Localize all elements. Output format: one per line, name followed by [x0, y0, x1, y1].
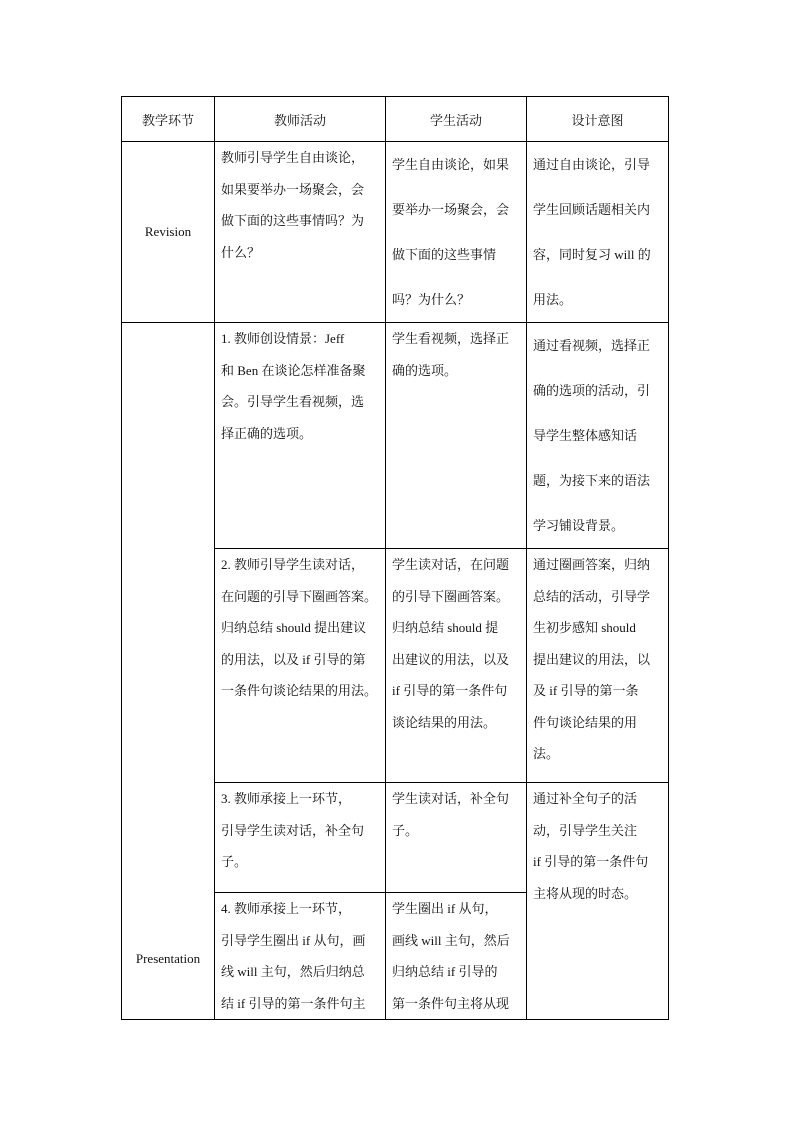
row1-teacher	[215, 323, 386, 549]
text-line: 通过补全句子的活	[533, 791, 638, 806]
lesson-plan-table	[121, 96, 669, 1020]
text-line: 学生读对话，补全句	[392, 791, 510, 806]
text-line: 做下面的这些事情吗？为	[221, 213, 365, 228]
text-line: 总结的活动，引导学	[533, 588, 651, 604]
text-line: 第一条件句主将从现	[392, 995, 510, 1011]
text-line: 法。	[533, 746, 560, 761]
text-line: 确的选项。	[392, 362, 458, 378]
text-line: 3. 教师承接上一环节，	[221, 791, 352, 806]
text-line: 做下面的这些事情	[392, 247, 497, 262]
row3-teacher	[215, 783, 386, 893]
text-line: 通过看视频，选择正	[533, 338, 651, 353]
row4-student	[386, 893, 527, 1020]
text-line: 件句谈论结果的用	[533, 714, 638, 730]
text-line: 结 if 引导的第一条件句主	[221, 995, 366, 1011]
text-line: 和 Ben 在谈论怎样准备聚	[221, 362, 366, 378]
text-line: 吗？为什么？	[392, 292, 471, 307]
text-line: 要举办一场聚会，会	[392, 202, 510, 217]
text-line: 引导学生圈出 if 从句，画	[221, 932, 366, 948]
text-line: 引导学生读对话，补全句	[221, 822, 365, 838]
text-line: 教师引导学生自由谈论，	[221, 150, 365, 165]
row4-teacher	[215, 893, 386, 1020]
text-line: if 引导的第一条件句	[392, 683, 508, 698]
row1-intent	[527, 323, 669, 549]
stage-revision: Revision	[122, 142, 215, 323]
stage-presentation	[122, 323, 215, 1020]
text-line: if 引导的第一条件句	[533, 854, 649, 869]
text-line: 通过自由谈论，引导	[533, 157, 651, 172]
text-line: 一条件句谈论结果的用法。	[221, 683, 378, 698]
text-line: 画线 will 主句，然后	[392, 932, 510, 948]
header-teacher: 教师活动	[215, 97, 386, 142]
row2-teacher	[215, 549, 386, 783]
text-line: 学生回顾话题相关内	[533, 202, 651, 217]
header-intent: 设计意图	[527, 97, 669, 142]
text-line: 如果要举办一场聚会，会	[221, 181, 365, 197]
text-line: 提出建议的用法，以	[533, 651, 651, 667]
text-line: 在问题的引导下圈画答案。	[221, 588, 378, 604]
text-line: 学习铺设背景。	[533, 518, 625, 533]
text-line: 1. 教师创设情景：Jeff	[221, 331, 345, 346]
text-line: 生初步感知 should	[533, 620, 636, 635]
header-row	[122, 97, 669, 142]
text-line: 学生自由谈论，如果	[392, 157, 510, 172]
text-line: 容，同时复习 will 的	[533, 247, 651, 262]
revision-row	[122, 142, 669, 323]
text-line: 动，引导学生关注	[533, 822, 638, 838]
text-line: 归纳总结 should 提出建议	[221, 620, 367, 635]
text-line: 出建议的用法，以及	[392, 651, 510, 667]
text-line: 用法。	[533, 292, 573, 307]
text-line: 学生读对话，在问题	[392, 557, 510, 572]
row3-intent	[527, 783, 669, 1020]
text-line: 归纳总结 if 引导的	[392, 964, 498, 979]
text-line: 学生看视频，选择正	[392, 331, 510, 346]
text-line: 会。引导学生看视频，选	[221, 394, 365, 409]
text-line: 线 will 主句，然后归纳总	[221, 964, 365, 979]
text-line: 主将从现的时态。	[533, 885, 638, 901]
stage-presentation-label: Presentation	[135, 951, 201, 966]
text-line: 的引导下圈画答案。	[392, 588, 510, 604]
row1-student	[386, 323, 527, 549]
header-student: 学生活动	[386, 97, 527, 142]
revision-teacher	[215, 142, 386, 323]
revision-student	[386, 142, 527, 323]
text-line: 及 if 引导的第一条	[533, 683, 639, 698]
text-line: 子。	[392, 822, 419, 838]
header-stage: 教学环节	[122, 97, 215, 142]
row3-student	[386, 783, 527, 893]
presentation-row-1	[122, 323, 669, 549]
text-line: 通过圈画答案，归纳	[533, 557, 651, 572]
text-line: 的用法，以及 if 引导的第	[221, 651, 366, 667]
row2-student	[386, 549, 527, 783]
text-line: 题，为接下来的语法	[533, 473, 651, 488]
text-line: 归纳总结 should 提	[392, 620, 499, 635]
text-line: 确的选项的活动，引	[533, 383, 651, 398]
text-line: 2. 教师引导学生读对话，	[221, 557, 365, 572]
revision-intent	[527, 142, 669, 323]
text-line: 导学生整体感知话	[533, 428, 638, 443]
text-line: 谈论结果的用法。	[392, 714, 497, 730]
text-line: 择正确的选项。	[221, 425, 313, 441]
text-line: 4. 教师承接上一环节，	[221, 901, 352, 916]
text-line: 什么？	[221, 244, 261, 260]
row2-intent	[527, 549, 669, 783]
text-line: 子。	[221, 854, 248, 869]
text-line: 学生圈出 if 从句，	[392, 901, 498, 916]
